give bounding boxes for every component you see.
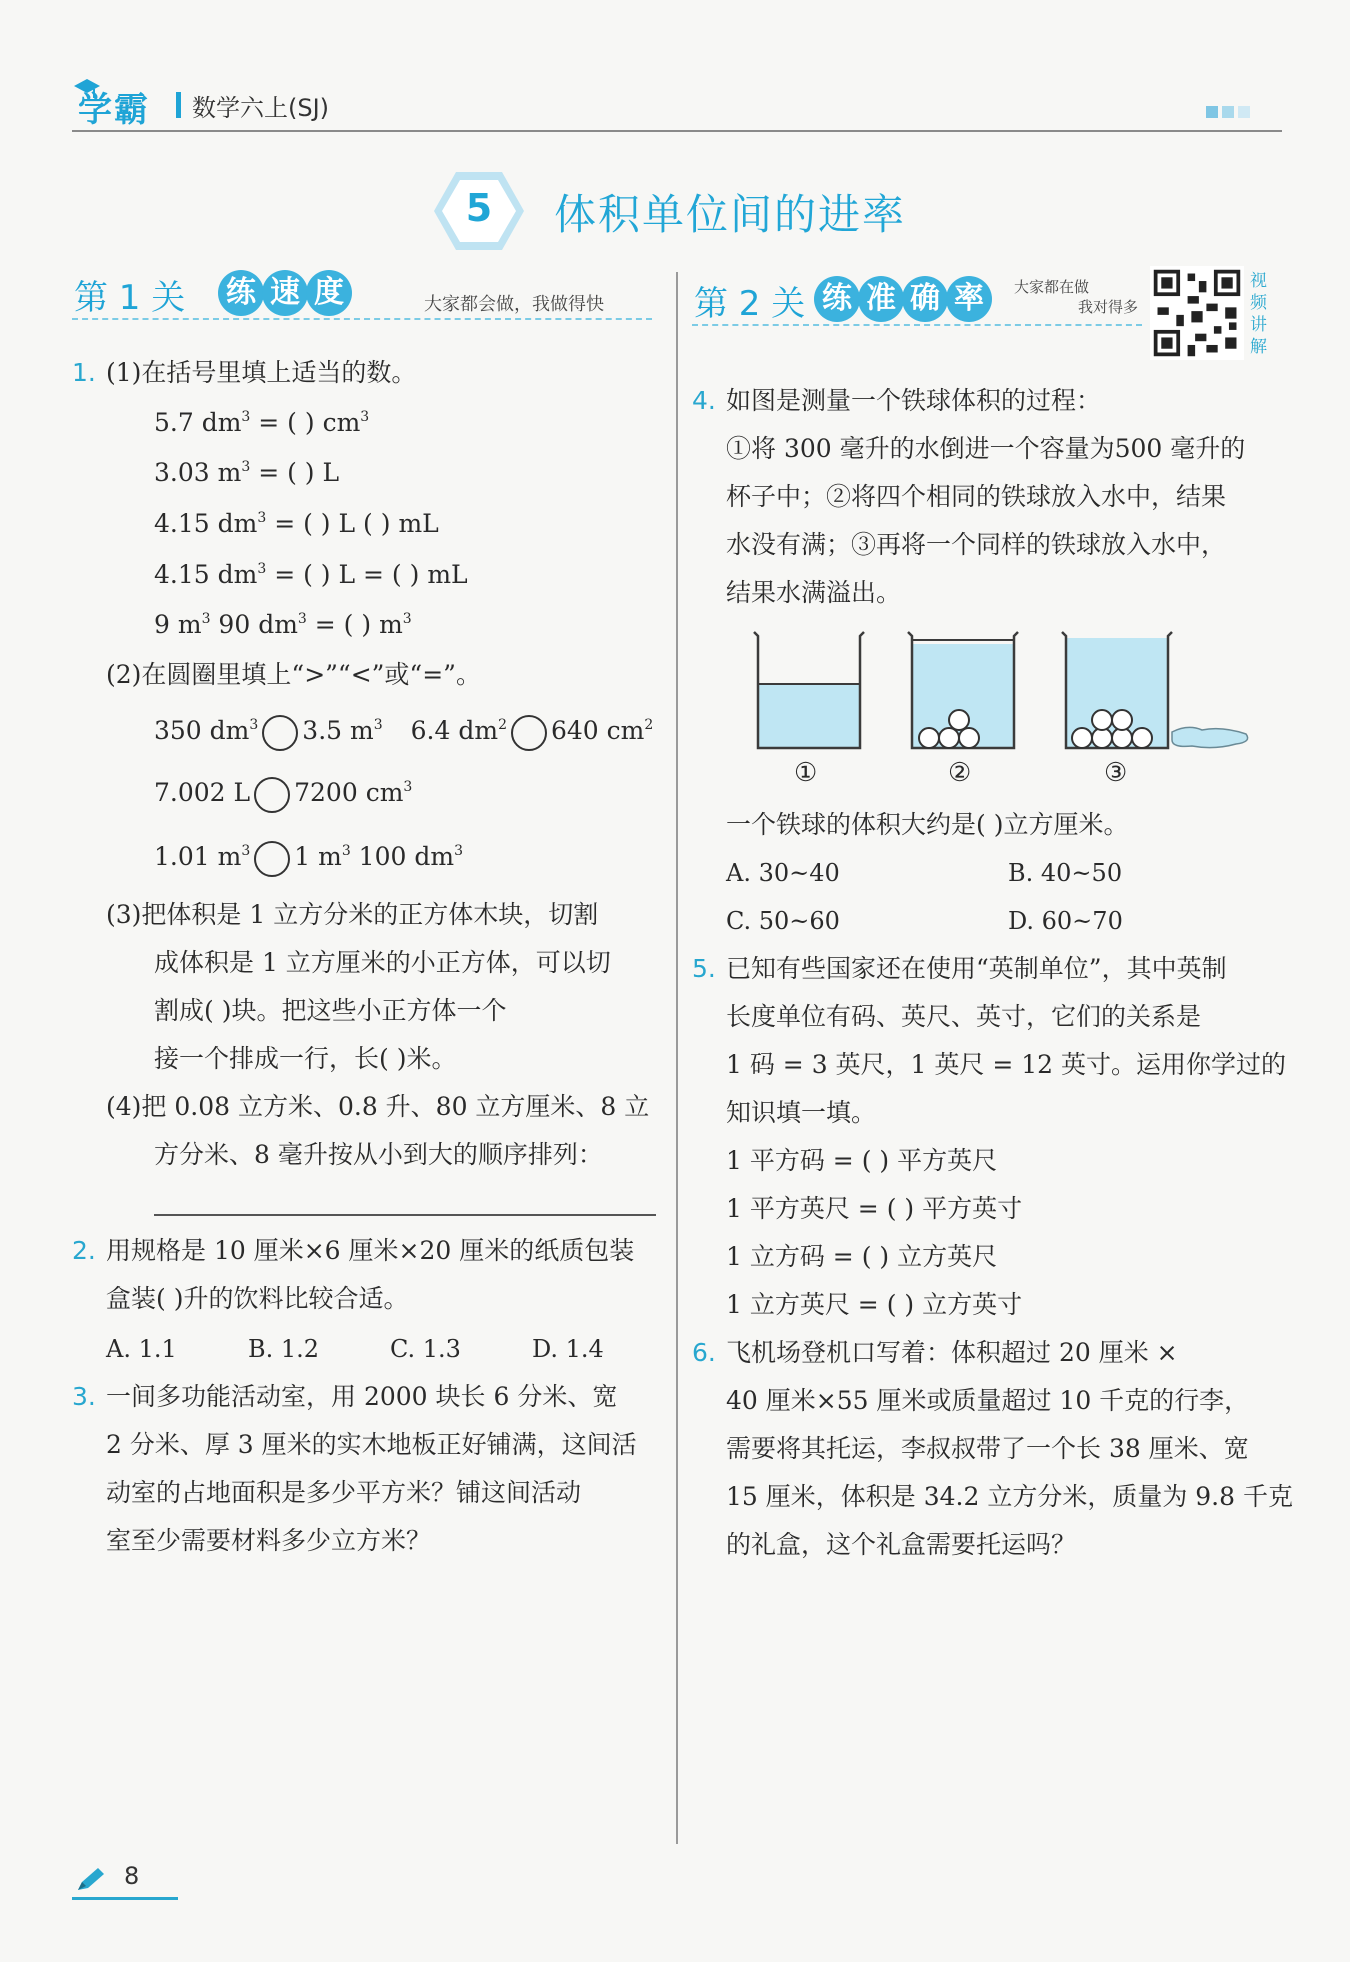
section-2-tagline: 我对得多 [1078,298,1139,316]
q5-line: 知识填一填。 [726,1098,877,1127]
q1-item-text: 90 dm [210,610,298,639]
q1-part3-line: (3)把体积是 1 立方分米的正方体木块，切割 [106,900,599,929]
column-divider [676,272,678,1844]
q3-line: 2 分米、厚 3 厘米的实木地板正好铺满，这间活 [106,1430,637,1459]
superscript: 3 [241,459,251,475]
question-number: 1. [72,358,96,387]
compare-left: 6.4 dm [410,716,499,745]
superscript: 3 [257,510,267,526]
header-square-icon [1222,106,1234,118]
q1-item-text: 9 m [154,610,202,639]
page-footer [72,1860,178,1900]
q1-compare-row [154,840,463,877]
pencil-icon [74,1866,108,1894]
superscript: 3 [249,717,259,733]
superscript: 3 [454,843,463,859]
superscript: 3 [241,843,251,859]
q1-item-b [154,456,339,490]
q1-part1-prompt: (1)在括号里填上适当的数。 [106,358,417,387]
header-square-icon [1238,106,1250,118]
q1-item-text: = ( ) L ( ) mL [266,509,439,538]
section-1-char: 练 [218,270,264,316]
superscript: 3 [373,717,383,733]
superscript: 3 [201,611,211,627]
superscript: 3 [341,843,351,859]
q1-item-text: 4.15 dm [154,560,258,589]
cup-1-illustration [754,632,864,748]
q5-line: 长度单位有码、英尺、英寸，它们的关系是 [726,1002,1202,1031]
q2-option[interactable]: D. 1.4 [532,1335,604,1363]
iron-ball-figure [752,626,1262,788]
q1-item-text: 5.7 dm [154,408,242,437]
lesson-number: 5 [465,186,493,230]
q2-line: 盒装( )升的饮料比较合适。 [106,1284,409,1313]
section-1-dash [72,318,652,320]
superscript: 2 [644,717,654,733]
superscript: 3 [403,779,413,795]
section-2-char: 准 [858,276,904,322]
q2-line: 用规格是 10 厘米×6 厘米×20 厘米的纸质包装 [106,1236,635,1265]
video-char: 讲 [1250,315,1267,335]
page-header [72,76,1282,132]
q1-item-a [154,406,369,440]
question-number: 2. [72,1236,96,1265]
q6-line: 15 厘米，体积是 34.2 立方分米，质量为 9.8 千克 [726,1482,1293,1511]
section-1-header [72,270,652,322]
q1-part3-line: 成体积是 1 立方厘米的小正方体，可以切 [154,948,611,977]
compare-left: 7.002 L [154,778,251,807]
superscript: 2 [498,717,507,733]
section-1-char: 度 [306,270,352,316]
compare-right: 100 dm [350,842,455,871]
q4-option[interactable]: D. 60~70 [1008,907,1123,935]
q5-fill: 1 立方码 = ( ) 立方英尺 [726,1242,998,1271]
header-square-icon [1206,106,1218,118]
question-number: 4. [692,386,716,415]
video-char: 频 [1250,293,1267,313]
question-number: 5. [692,954,716,983]
q1-item-d [154,558,468,592]
superscript: 3 [241,409,251,425]
qr-code-icon[interactable] [1150,266,1244,360]
q2-option[interactable]: C. 1.3 [390,1335,461,1363]
q1-item-c [154,507,439,541]
q6-line: 40 厘米×55 厘米或质量超过 10 千克的行李， [726,1386,1250,1415]
section-1-char: 速 [262,270,308,316]
cup-label: ① [794,758,818,788]
section-2-tagline: 大家都在做 [1014,278,1090,296]
compare-right: 640 cm [550,716,645,745]
q4-line: 结果水满溢出。 [726,578,902,607]
q1-item-e [154,608,412,642]
section-2-char: 确 [902,276,948,322]
section-2-stage: 第 2 关 [694,284,806,324]
compare-circle[interactable] [254,841,290,877]
compare-circle[interactable] [262,715,298,751]
compare-left: 1.01 m [154,842,242,871]
superscript: 3 [297,611,307,627]
cup-label: ② [948,758,972,788]
cup-3-illustration [1062,632,1248,748]
q5-fill: 1 平方码 = ( ) 平方英尺 [726,1146,998,1175]
compare-circle[interactable] [254,777,290,813]
q4-question: 一个铁球的体积大约是( )立方厘米。 [726,810,1129,839]
q6-line: 飞机场登机口写着：体积超过 20 厘米 × [726,1338,1178,1367]
q1-part3-line: 割成( )块。把这些小正方体一个 [154,996,507,1025]
section-1-tagline: 大家都会做，我做得快 [424,294,604,315]
q5-fill: 1 立方英尺 = ( ) 立方英寸 [726,1290,1023,1319]
brand-divider [176,92,181,118]
q1-item-text: = ( ) cm [250,408,361,437]
q3-line: 一间多功能活动室，用 2000 块长 6 分米、宽 [106,1382,618,1411]
compare-circle[interactable] [511,715,547,751]
q3-line: 动室的占地面积是多少平方米？铺这间活动 [106,1478,582,1507]
q4-line: 如图是测量一个铁球体积的过程： [726,386,1102,415]
q1-item-text: 3.03 m [154,458,242,487]
compare-right: 1 m [294,842,342,871]
q4-line: ①将 300 毫升的水倒进一个容量为500 毫升的 [726,434,1246,463]
question-number: 6. [692,1338,716,1367]
cup-2-illustration [908,632,1018,748]
q2-option[interactable]: B. 1.2 [248,1335,320,1363]
section-1-stage: 第 1 关 [74,278,186,318]
q1-item-text: = ( ) L = ( ) mL [266,560,468,589]
page-number: 8 [124,1862,140,1890]
lesson-number-badge [432,168,526,254]
q4-option[interactable]: C. 50~60 [726,907,840,935]
compare-left: 350 dm [154,716,250,745]
section-2-header [692,276,1142,328]
q4-line: 水没有满；③再将一个同样的铁球放入水中， [726,530,1227,559]
q1-part4-line: (4)把 0.08 立方米、0.8 升、80 立方厘米、8 立 [106,1092,650,1121]
section-2-char: 练 [814,276,860,322]
question-number: 3. [72,1382,96,1411]
section-2-dash [692,324,1142,326]
q4-option[interactable]: A. 30~40 [726,859,840,887]
compare-right: 7200 cm [294,778,404,807]
q2-option[interactable]: A. 1.1 [106,1335,177,1363]
q1-item-text: 4.15 dm [154,509,258,538]
q5-line: 已知有些国家还在使用“英制单位”，其中英制 [726,954,1227,983]
q6-line: 的礼盒，这个礼盒需要托运吗？ [726,1530,1077,1559]
q1-compare-row [154,776,412,813]
q5-line: 1 码 = 3 英尺，1 英尺 = 12 英寸。运用你学过的 [726,1050,1286,1079]
brand-logo: 学霸 [78,90,150,130]
superscript: 3 [360,409,370,425]
video-char: 解 [1250,337,1267,357]
video-lecture-label [1250,270,1274,358]
q4-option[interactable]: B. 40~50 [1008,859,1123,887]
section-2-char: 率 [946,276,992,322]
q3-line: 室至少需要材料多少立方米？ [106,1526,432,1555]
superscript: 3 [402,611,412,627]
q1-part4-line: 方分米、8 毫升按从小到大的顺序排列： [154,1140,603,1169]
answer-line[interactable] [154,1214,656,1216]
book-title: 数学六上(SJ) [192,94,330,122]
q1-item-text: = ( ) m [306,610,403,639]
q5-fill: 1 平方英尺 = ( ) 平方英寸 [726,1194,1023,1223]
q6-line: 需要将其托运，李叔叔带了一个长 38 厘米、宽 [726,1434,1249,1463]
q4-line: 杯子中；②将四个相同的铁球放入水中，结果 [726,482,1227,511]
q1-part3-line: 接一个排成一行，长( )米。 [154,1044,457,1073]
cup-label: ③ [1104,758,1128,788]
video-char: 视 [1250,271,1267,291]
q1-item-text: = ( ) L [250,458,340,487]
q1-part2-prompt: (2)在圆圈里填上“>”“<”或“=”。 [106,660,481,689]
q1-compare-row [154,714,653,751]
compare-right: 3.5 m [302,716,374,745]
superscript: 3 [257,561,267,577]
page-title: 体积单位间的进率 [554,190,907,239]
